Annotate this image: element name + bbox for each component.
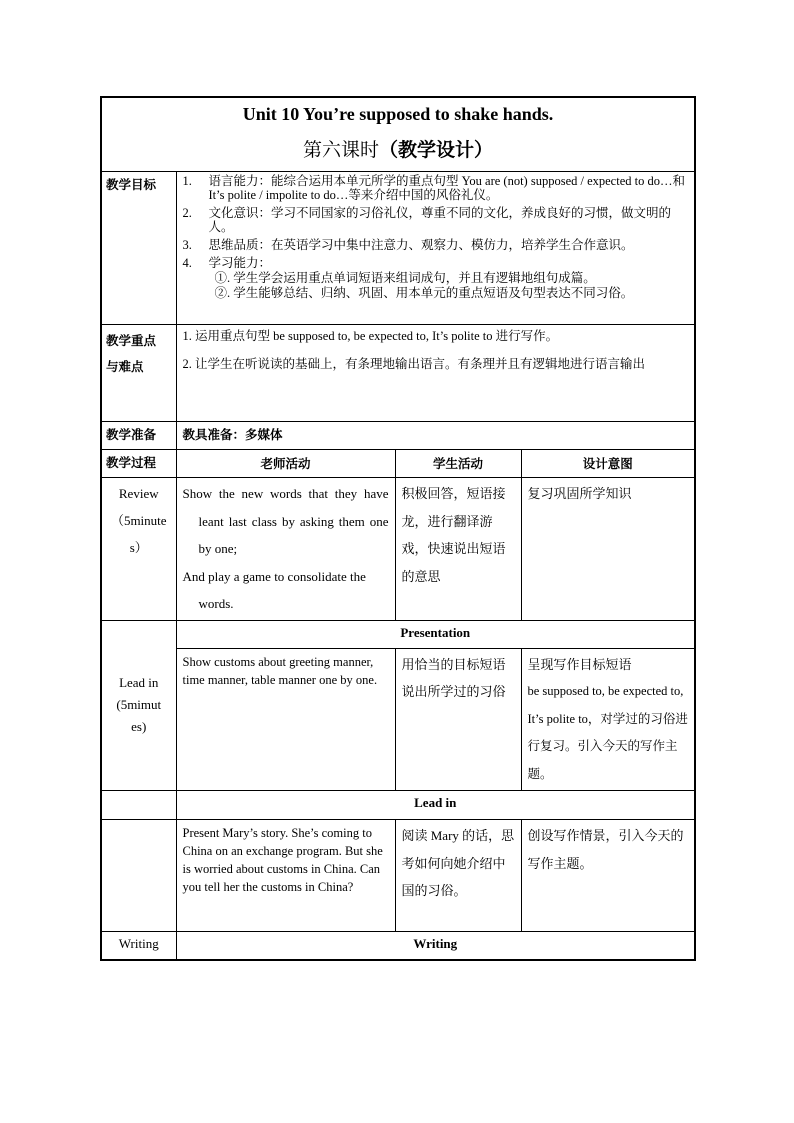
goals-row [101, 172, 695, 325]
presentation-section-title: Presentation [176, 620, 695, 648]
writing-label: Writing [101, 932, 176, 960]
leadin-label: Lead in (5mimut es) [101, 620, 176, 791]
unit-title: Unit 10 You’re supposed to shake hands. [242, 104, 554, 124]
process-header-row [101, 450, 695, 478]
leadin-row [101, 820, 695, 932]
process-label: 教学过程 [101, 450, 176, 478]
design-intent-header: 设计意图 [521, 450, 695, 478]
goal-item: 3. 思维品质：在英语学习中集中注意力、观察力、模仿力，培养学生合作意识。 [182, 238, 634, 252]
student-activity-header: 学生活动 [395, 450, 521, 478]
prep-value: 教具准备：多媒体 [176, 422, 695, 450]
lesson-subtitle [102, 135, 694, 162]
leadin-design-intent: 创设写作情景，引入今天的写作主题。 [521, 820, 695, 932]
goals-content [176, 172, 695, 325]
presentation-row [101, 648, 695, 791]
key-points-content [176, 325, 695, 422]
presentation-header-row [101, 620, 695, 648]
leadin-student-activity: 阅读 Mary 的话，思考如何向她介绍中国的习俗。 [395, 820, 521, 932]
presentation-student-activity: 用恰当的目标短语说出所学过的习俗 [395, 648, 521, 791]
goal-item: 2. 文化意识：学习不同国家的习俗礼仪，尊重不同的文化，养成良好的习惯，做文明的人。 [182, 206, 672, 234]
goals-label: 教学目标 [101, 172, 176, 325]
writing-section-title: Writing [176, 932, 695, 960]
lesson-plan-sheet [100, 96, 694, 961]
leadin-section-title: Lead in [176, 791, 695, 820]
review-student-activity: 积极回答，短语接龙，进行翻译游戏，快速说出短语的意思 [395, 478, 521, 621]
writing-row [101, 932, 695, 960]
key-point-2: 2. 让学生在听说读的基础上，有条理地输出语言。有条理并且有逻辑地进行语言输出 [182, 357, 646, 371]
review-teacher-activity: Show the new words that they have leant last class by asking them one by one; And play a game to consolidate the words. [176, 478, 395, 621]
teacher-activity-header: 老师活动 [176, 450, 395, 478]
empty-cell [101, 791, 176, 820]
empty-cell [101, 820, 176, 932]
key-points-label: 教学重点 与难点 [101, 325, 176, 422]
lesson-number: 第六课时 [303, 140, 380, 161]
prep-row [101, 422, 695, 450]
lesson-plan-table [100, 96, 696, 961]
title-cell [101, 97, 695, 172]
goal-item: 4. 学习能力： [182, 256, 272, 270]
lesson-type: （教学设计） [379, 140, 494, 161]
review-row [101, 478, 695, 621]
presentation-teacher-activity: Show customs about greeting manner, time manner, table manner one by one. [176, 648, 395, 791]
leadin-header-row [101, 791, 695, 820]
review-design-intent: 复习巩固所学知识 [521, 478, 695, 621]
prep-label: 教学准备 [101, 422, 176, 450]
leadin-teacher-activity: Present Mary’s story. She’s coming to China on an exchange program. But she is worried about customs in China. Can you tell her the customs in China? [176, 820, 395, 932]
goal-item: 1. 语言能力：能综合运用本单元所学的重点句型 You are (not) supposed / expected to do…和 It’s polite / impolite to do…等来介绍中国的风俗礼仪。 [182, 174, 685, 202]
key-point-1: 1. 运用重点句型 be supposed to, be expected to, It’s polite to 进行写作。 [182, 329, 559, 343]
presentation-design-intent: 呈现写作目标短语 be supposed to, be expected to, It’s polite to，对学过的习俗进行复习。引入今天的写作主题。 [521, 648, 695, 791]
review-label: Review （5minute s） [101, 478, 176, 621]
title-row [101, 97, 695, 172]
goal-subitem: ②. 学生能够总结、归纳、巩固、用本单元的重点短语及句型表达不同习俗。 [214, 286, 634, 300]
key-points-row [101, 325, 695, 422]
goal-subitem: ①. 学生学会运用重点单词短语来组词成句，并且有逻辑地组句成篇。 [214, 271, 596, 285]
